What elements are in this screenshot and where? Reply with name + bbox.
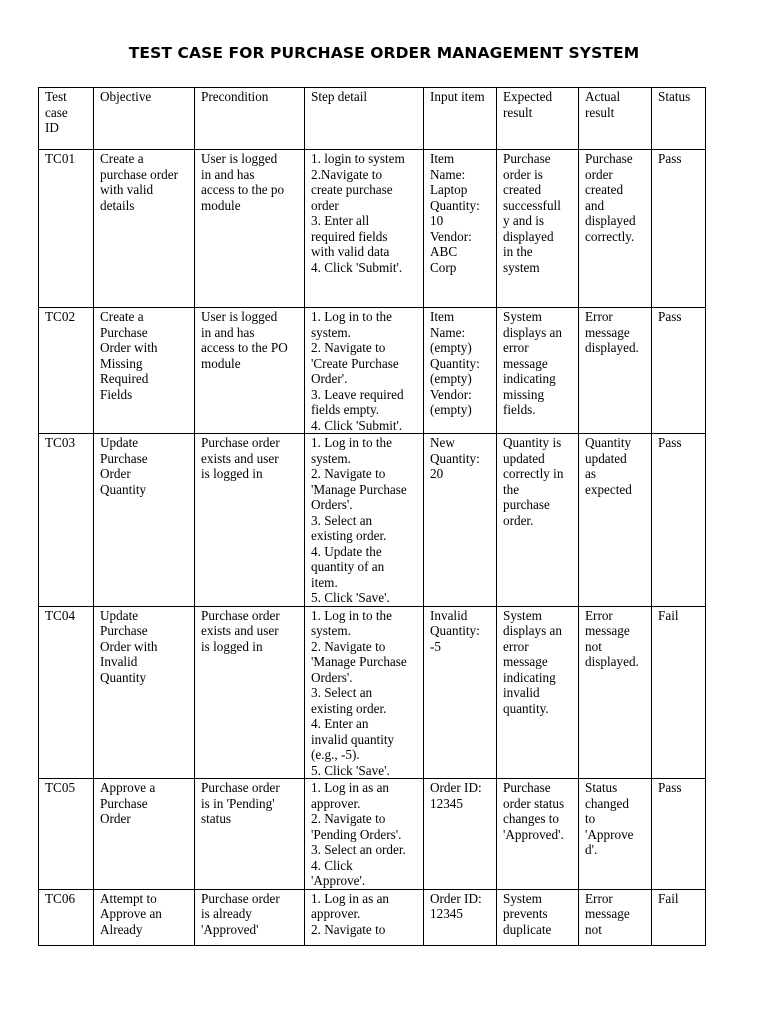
- status-cell: Pass: [652, 434, 706, 607]
- test-case-id-cell: TC02: [39, 308, 94, 434]
- step-detail-cell: 1. Log in as an approver. 2. Navigate to: [305, 889, 424, 945]
- precondition-cell: User is logged in and has access to the po module: [195, 150, 305, 308]
- input-item-cell: New Quantity: 20: [424, 434, 497, 607]
- status-cell: Fail: [652, 606, 706, 779]
- expected-result-cell: Quantity is updated correctly in the purchase order.: [497, 434, 579, 607]
- table-row: [39, 606, 706, 779]
- input-item-cell: Item Name: Laptop Quantity: 10 Vendor: ABC Corp: [424, 150, 497, 308]
- precondition-cell: User is logged in and has access to the PO module: [195, 308, 305, 434]
- objective-cell: Update Purchase Order with Invalid Quantity: [94, 606, 195, 779]
- actual-result-cell: Error message displayed.: [579, 308, 652, 434]
- objective-cell: Create a purchase order with valid details: [94, 150, 195, 308]
- objective-cell: Attempt to Approve an Already: [94, 889, 195, 945]
- column-header-precondition: Precondition: [195, 88, 305, 150]
- table-row: [39, 150, 706, 308]
- expected-result-cell: Purchase order is created successfull y and is displayed in the system: [497, 150, 579, 308]
- test-case-id-cell: TC04: [39, 606, 94, 779]
- input-item-cell: Order ID: 12345: [424, 779, 497, 890]
- objective-cell: Create a Purchase Order with Missing Required Fields: [94, 308, 195, 434]
- test-case-id-cell: TC03: [39, 434, 94, 607]
- status-cell: Pass: [652, 150, 706, 308]
- column-header-actual-result: Actual result: [579, 88, 652, 150]
- column-header-status: Status: [652, 88, 706, 150]
- actual-result-cell: Quantity updated as expected: [579, 434, 652, 607]
- precondition-cell: Purchase order exists and user is logged in: [195, 434, 305, 607]
- column-header-step-detail: Step detail: [305, 88, 424, 150]
- expected-result-cell: System displays an error message indicating missing fields.: [497, 308, 579, 434]
- test-case-id-cell: TC05: [39, 779, 94, 890]
- column-header-expected-result: Expected result: [497, 88, 579, 150]
- expected-result-cell: System displays an error message indicating invalid quantity.: [497, 606, 579, 779]
- precondition-cell: Purchase order is already 'Approved': [195, 889, 305, 945]
- actual-result-cell: Error message not: [579, 889, 652, 945]
- column-header-objective: Objective: [94, 88, 195, 150]
- table-row: [39, 779, 706, 890]
- table-header-row: [39, 88, 706, 150]
- actual-result-cell: Error message not displayed.: [579, 606, 652, 779]
- column-header-input-item: Input item: [424, 88, 497, 150]
- objective-cell: Approve a Purchase Order: [94, 779, 195, 890]
- column-header-test-case-id: Test case ID: [39, 88, 94, 150]
- step-detail-cell: 1. Log in to the system. 2. Navigate to 'Manage Purchase Orders'. 3. Select an existing order. 4. Update the quantity of an item. 5. Click 'Save'.: [305, 434, 424, 607]
- status-cell: Pass: [652, 779, 706, 890]
- actual-result-cell: Status changed to 'Approve d'.: [579, 779, 652, 890]
- table-row: [39, 434, 706, 607]
- precondition-cell: Purchase order exists and user is logged in: [195, 606, 305, 779]
- input-item-cell: Item Name: (empty) Quantity: (empty) Vendor: (empty): [424, 308, 497, 434]
- step-detail-cell: 1. Log in to the system. 2. Navigate to 'Manage Purchase Orders'. 3. Select an existing order. 4. Enter an invalid quantity (e.g., -5). 5. Click 'Save'.: [305, 606, 424, 779]
- precondition-cell: Purchase order is in 'Pending' status: [195, 779, 305, 890]
- objective-cell: Update Purchase Order Quantity: [94, 434, 195, 607]
- test-case-id-cell: TC01: [39, 150, 94, 308]
- step-detail-cell: 1. Log in to the system. 2. Navigate to 'Create Purchase Order'. 3. Leave required fields empty. 4. Click 'Submit'.: [305, 308, 424, 434]
- status-cell: Pass: [652, 308, 706, 434]
- expected-result-cell: Purchase order status changes to 'Approved'.: [497, 779, 579, 890]
- expected-result-cell: System prevents duplicate: [497, 889, 579, 945]
- actual-result-cell: Purchase order created and displayed correctly.: [579, 150, 652, 308]
- document-title: TEST CASE FOR PURCHASE ORDER MANAGEMENT SYSTEM: [128, 44, 640, 62]
- step-detail-cell: 1. login to system 2.Navigate to create purchase order 3. Enter all required fields with valid data 4. Click 'Submit'.: [305, 150, 424, 308]
- table-row: [39, 889, 706, 945]
- status-cell: Fail: [652, 889, 706, 945]
- table-row: [39, 308, 706, 434]
- input-item-cell: Order ID: 12345: [424, 889, 497, 945]
- step-detail-cell: 1. Log in as an approver. 2. Navigate to 'Pending Orders'. 3. Select an order. 4. Click 'Approve'.: [305, 779, 424, 890]
- test-case-table: [38, 87, 706, 946]
- test-case-id-cell: TC06: [39, 889, 94, 945]
- input-item-cell: Invalid Quantity: -5: [424, 606, 497, 779]
